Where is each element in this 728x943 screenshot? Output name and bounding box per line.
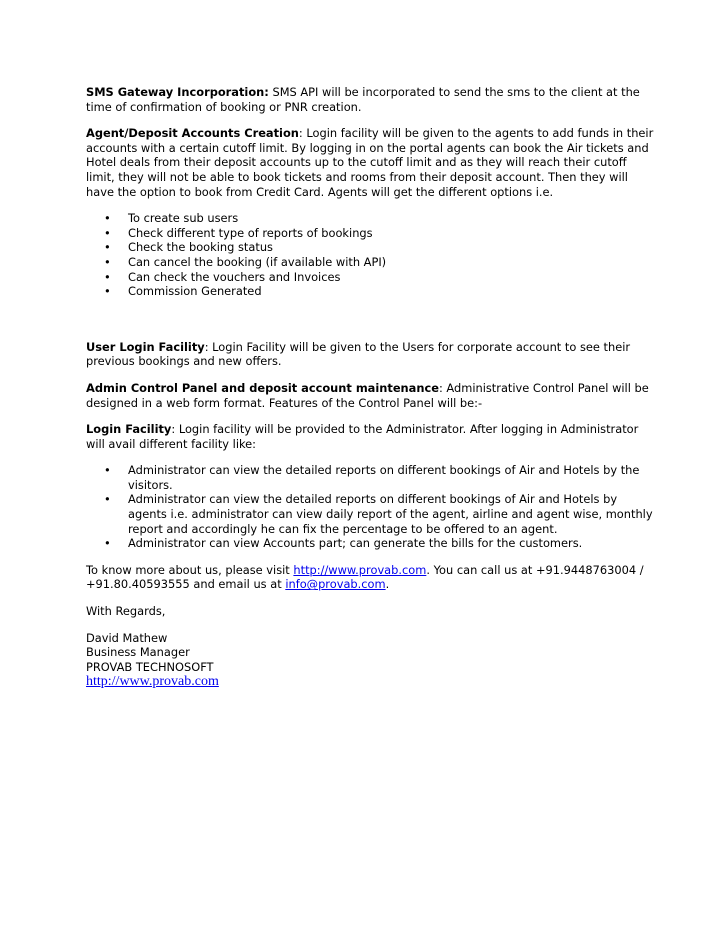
email-link[interactable]: info@provab.com <box>285 577 386 592</box>
regards-line: With Regards, <box>86 604 166 619</box>
signature-website-link[interactable]: http://www.provab.com <box>86 674 219 690</box>
admin-panel-heading: Admin Control Panel and deposit account maintenance <box>86 380 439 395</box>
signer-title: Business Manager <box>86 645 190 660</box>
bullet-icon: • <box>104 269 111 284</box>
list-item-text: Commission Generated <box>128 284 262 299</box>
bullet-icon: • <box>104 254 111 269</box>
agent-options-list <box>86 211 656 299</box>
login-facility-text: : Login facility will be provided to the Administrator. After logging in Administrator will avail different facility like: <box>86 422 639 451</box>
list-item <box>86 284 656 299</box>
list-item-text: Administrator can view the detailed reports on different bookings of Air and Hotels by the visitors. <box>128 463 640 492</box>
bullet-icon: • <box>104 240 111 255</box>
sms-gateway-paragraph <box>86 85 656 114</box>
list-item-text: Can cancel the booking (if available with API) <box>128 254 387 269</box>
list-item-text: Check the booking status <box>128 240 273 255</box>
agent-accounts-heading: Agent/Deposit Accounts Creation <box>86 126 299 141</box>
bullet-icon: • <box>104 463 111 478</box>
user-login-paragraph <box>86 340 656 369</box>
signer-company: PROVAB TECHNOSOFT <box>86 659 214 674</box>
list-item <box>86 211 656 226</box>
list-item-text: Administrator can view Accounts part; can generate the bills for the customers. <box>128 536 583 551</box>
list-item <box>86 226 656 241</box>
bullet-icon: • <box>104 284 111 299</box>
list-item <box>86 492 656 536</box>
document-page <box>86 85 656 689</box>
contact-paragraph <box>86 563 656 592</box>
admin-panel-text: : Administrative Control Panel will be designed in a web form format. Features of the Control Panel will be:- <box>86 380 649 410</box>
sms-gateway-text: SMS API will be incorporated to send the sms to the client at the time of confirmation of booking or PNR creation. <box>86 85 640 114</box>
admin-features-list <box>86 463 656 551</box>
list-item <box>86 240 656 255</box>
signer-name: David Mathew <box>86 630 168 645</box>
bullet-icon: • <box>104 536 111 551</box>
contact-text-1: To know more about us, please visit <box>86 562 294 577</box>
user-login-text: : Login Facility will be given to the Users for corporate account to see their previous bookings and new offers. <box>86 339 631 369</box>
bullet-icon: • <box>104 211 111 226</box>
agent-accounts-paragraph <box>86 126 656 199</box>
login-facility-heading: Login Facility <box>86 422 172 437</box>
bullet-icon: • <box>104 225 111 240</box>
bullet-icon: • <box>104 492 111 507</box>
list-item <box>86 270 656 285</box>
list-item-text: Check different type of reports of bookings <box>128 225 373 240</box>
contact-text-3: . <box>385 577 390 592</box>
login-facility-paragraph <box>86 422 656 451</box>
contact-text-2: . You can call us at +91.9448763004 / +91.80.40593555 and email us at <box>86 562 644 592</box>
admin-panel-paragraph <box>86 381 656 410</box>
website-link[interactable]: http://www.provab.com <box>293 562 427 577</box>
user-login-heading: User Login Facility <box>86 339 205 354</box>
list-item <box>86 536 656 551</box>
list-item-text: Administrator can view the detailed reports on different bookings of Air and Hotels by agents i.e. administrator can view daily report of the agent, airline and agent wise, monthly report and accordingly he can fix the percentage to be offered to an agent. <box>128 492 653 536</box>
agent-accounts-text: : Login facility will be given to the agents to add funds in their accounts with a certain cutoff limit. By logging in on the portal agents can book the Air tickets and Hotel deals from their deposit accounts up to the cutoff limit and as they will reach their cutoff limit, they will not be able to book tickets and rooms from their deposit account. Then they will have the option to book from Credit Card. Agents will get the different options i.e. <box>86 126 654 199</box>
list-item-text: Can check the vouchers and Invoices <box>128 269 341 284</box>
list-item <box>86 463 656 492</box>
list-item <box>86 255 656 270</box>
list-item-text: To create sub users <box>128 211 239 226</box>
sms-gateway-heading: SMS Gateway Incorporation: <box>86 85 269 99</box>
